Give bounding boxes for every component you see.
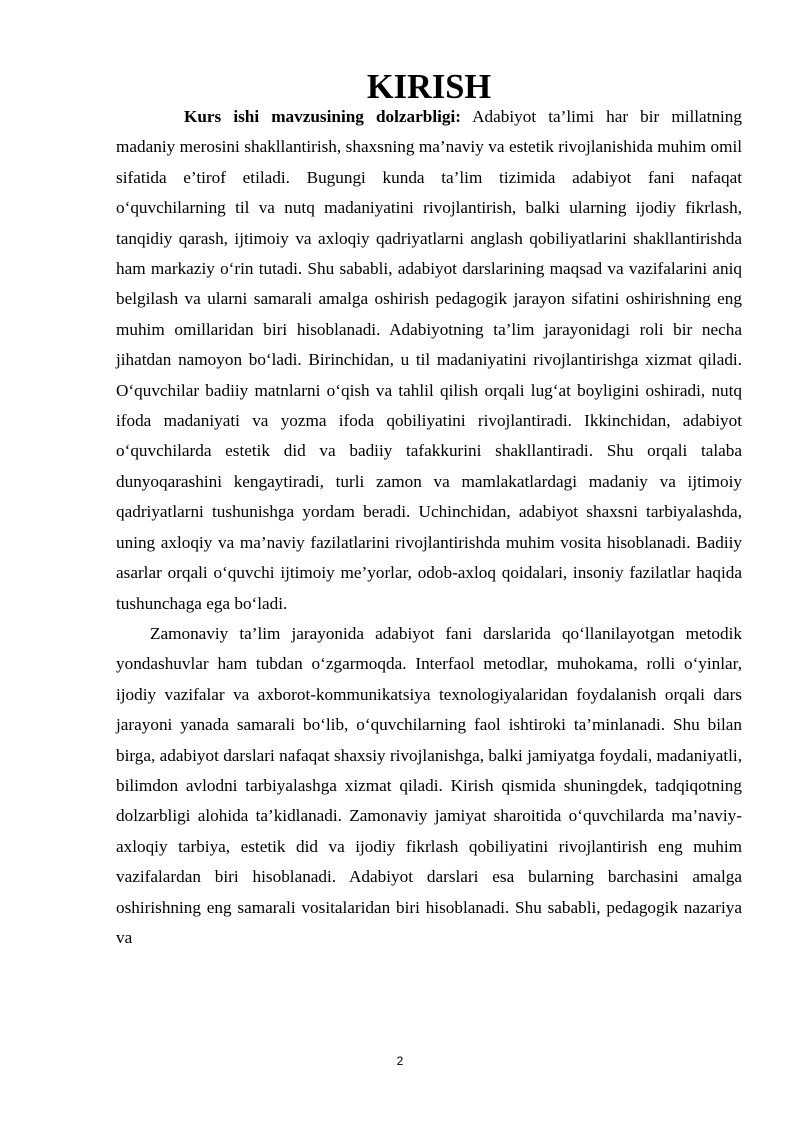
paragraph-relevance bbox=[116, 102, 742, 619]
paragraph-body: Zamonaviy ta’lim jarayonida adabiyot fani darslarida qo‘llanilayotgan metodik yondashuvlar ham tubdan o‘zgarmoqda. Interfaol metodlar, muhokama, rolli o‘yinlar, ijodiy vazifalar va axborot-kommunikatsiya texnologiyalaridan foydalanish orqali dars jarayoni yanada samarali bo‘lib, o‘quvchilarning faol ishtiroki ta’minlanadi. Shu bilan birga, adabiyot darslari nafaqat shaxsiy rivojlanishga, balki jamiyatga foydali, madaniyatli, bilimdon avlodni tarbiyalashga xizmat qiladi. Kirish qismida shuningdek, tadqiqotning dolzarbligi alohida ta’kidlanadi. Zamonaviy jamiyat sharoitida o‘quvchilarda ma’naviy-axloqiy tarbiya, estetik did va ijodiy fikrlash qobiliyatini rivojlantirish eng muhim vazifalardan biri hisoblanadi. Adabiyot darslari esa bularning barchasini amalga oshirishning eng samarali vositalaridan biri hisoblanadi. Shu sababli, pedagogik nazariya va bbox=[116, 623, 742, 947]
paragraph-methods bbox=[116, 619, 742, 953]
paragraph-body: Adabiyot ta’limi har bir millatning madaniy merosini shakllantirish, shaxsning ma’naviy va estetik rivojlanishida muhim omil sifatida e’tirof etiladi. Bugungi kunda ta’lim tizimida adabiyot fani nafaqat o‘quvchilarning til va nutq madaniyatini rivojlantirish, balki ularning ijodiy fikrlash, tanqidiy qarash, ijtimoiy va axloqiy qadriyatlarni anglash qobiliyatlarini shakllantirishda ham markaziy o‘rin tutadi. Shu sababli, adabiyot darslarining maqsad va vazifalarini aniq belgilash va ularni samarali amalga oshirish pedagogik jarayon sifatini oshirishning eng muhim omillaridan biri hisoblanadi. Adabiyotning ta’lim jarayonidagi roli bir necha jihatdan namoyon bo‘ladi. Birinchidan, u til madaniyatini rivojlantirishga xizmat qiladi. O‘quvchilar badiiy matnlarni o‘qish va tahlil qilish orqali lug‘at boyligini oshiradi, nutq ifoda madaniyati va yozma ifoda qobiliyatini rivojlantiradi. Ikkinchidan, adabiyot o‘quvchilarda estetik did va badiiy tafakkurini shakllantiradi. Shu orqali talaba dunyoqarashini kengaytiradi, turli zamon va mamlakatlardagi madaniy va ijtimoiy qadriyatlarni tushunishga yordam beradi. Uchinchidan, adabiyot shaxsni tarbiyalashda, uning axloqiy va ma’naviy fazilatlarini rivojlantirishda muhim vosita hisoblanadi. Badiiy asarlar orqali o‘quvchi ijtimoiy me’yorlar, odob-axloq qoidalari, insoniy fazilatlar haqida tushunchaga ega bo‘ladi. bbox=[116, 107, 742, 613]
paragraph-lead: Kurs ishi mavzusining dolzarbligi: bbox=[184, 107, 461, 126]
page-content bbox=[116, 68, 742, 953]
page-number: 2 bbox=[396, 1054, 404, 1068]
section-heading: KIRISH bbox=[366, 68, 492, 106]
